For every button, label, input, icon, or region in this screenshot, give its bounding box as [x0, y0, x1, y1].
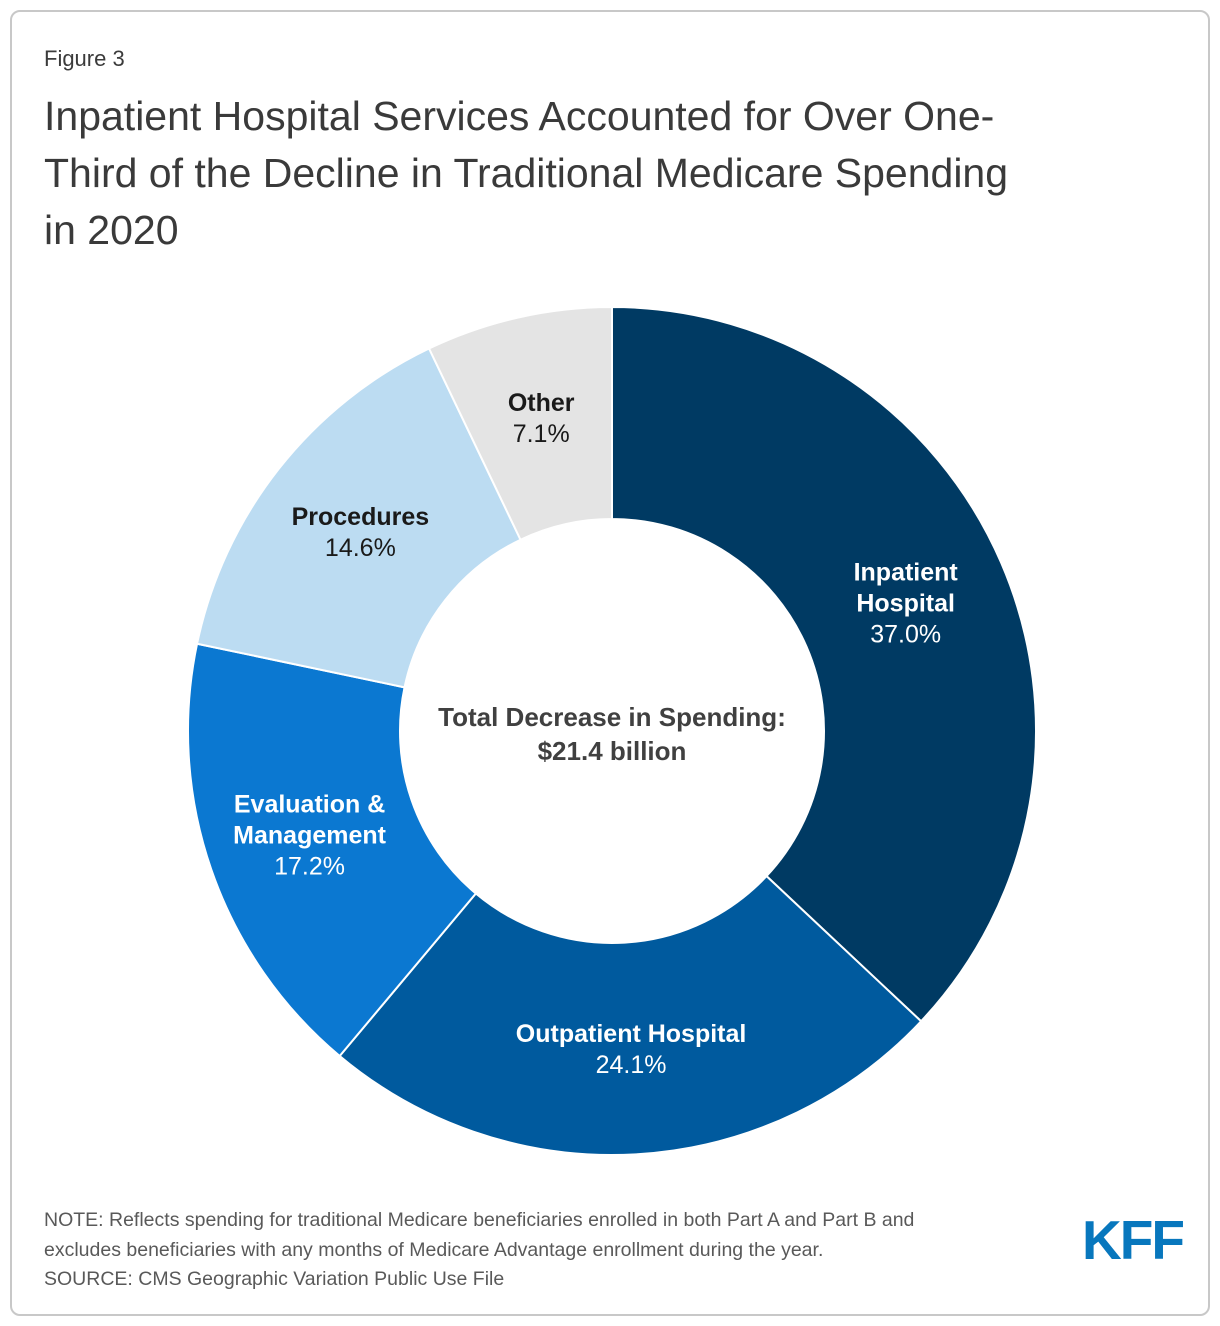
- slice-label-text: Other: [507, 388, 575, 417]
- note-text-line: NOTE: Reflects spending for traditional Medicare beneficiaries enrolled in both Part A and Part B and: [44, 1209, 915, 1231]
- slice-label-text: Evaluation &: [233, 790, 386, 819]
- slice-label-percent: 24.1%: [595, 1051, 667, 1080]
- slice-label-outpatient-hospital: [516, 1019, 747, 1081]
- slice-label-evaluation-management: [233, 789, 386, 882]
- slice-label-percent: 14.6%: [324, 534, 396, 563]
- slice-label-text: Inpatient: [853, 558, 958, 587]
- slice-label-text: Hospital: [856, 589, 955, 618]
- donut-chart-svg: [12, 12, 1210, 1316]
- kff-logo: KFF: [1082, 1209, 1183, 1271]
- figure-title-line: Third of the Decline in Traditional Medicare Spending: [44, 150, 1009, 196]
- slice-label-percent: 37.0%: [870, 620, 942, 649]
- center-label-line1: Total Decrease in Spending:: [438, 702, 786, 732]
- slice-label-percent: 17.2%: [274, 852, 346, 881]
- figure-card: [10, 10, 1210, 1316]
- figure-title-line: in 2020: [44, 207, 179, 253]
- donut-chart: [12, 12, 1210, 1316]
- slice-label-text: Procedures: [291, 503, 430, 532]
- slice-label-percent: 7.1%: [512, 419, 570, 448]
- donut-center-label: [438, 700, 786, 768]
- center-label-line2: $21.4 billion: [537, 736, 687, 766]
- note-text-line: excludes beneficiaries with any months of Medicare Advantage enrollment during the year.: [44, 1238, 824, 1261]
- slice-inpatient-hospital: [612, 307, 1036, 1021]
- figure-number: Figure 3: [44, 46, 125, 71]
- slice-label-other: [508, 388, 575, 450]
- slice-label-text: Management: [233, 821, 386, 850]
- slice-label-procedures: [292, 502, 430, 564]
- source-text: SOURCE: CMS Geographic Variation Public Use File: [44, 1268, 505, 1290]
- slice-label-text: Outpatient Hospital: [515, 1020, 747, 1049]
- slice-label-inpatient-hospital: [854, 557, 958, 650]
- note-text: [44, 1206, 1044, 1265]
- figure-title-line: Inpatient Hospital Services Accounted for Over One-: [44, 93, 995, 139]
